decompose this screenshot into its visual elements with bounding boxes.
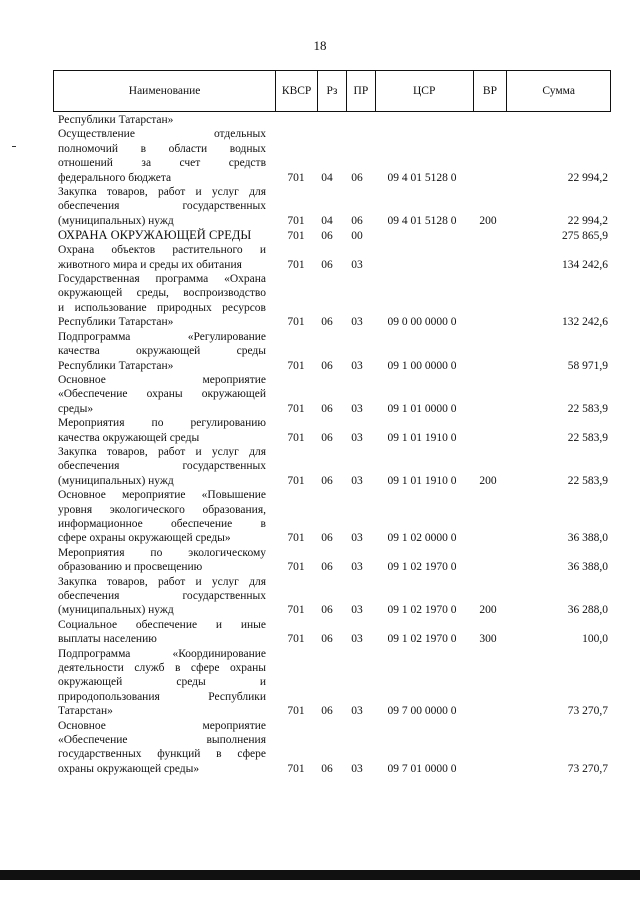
row-name: Республики Татарстан» xyxy=(58,114,174,126)
table-row xyxy=(58,243,608,272)
row-kvsr: 701 xyxy=(287,431,305,444)
row-sum: 36 388,0 xyxy=(567,561,608,574)
row-name: Государственная программа «Охрана окружающей среды, воспроизводство и использование природных ресурсов Республики Татарстан» xyxy=(58,273,266,329)
row-csr: 09 4 01 5128 0 xyxy=(387,214,457,227)
table-row xyxy=(58,719,608,777)
row-rz: 06 xyxy=(321,474,333,487)
row-pr: 03 xyxy=(351,705,363,718)
table-header xyxy=(53,70,611,112)
row-pr: 03 xyxy=(351,561,363,574)
table-row xyxy=(58,647,608,719)
row-sum: 22 583,9 xyxy=(567,474,608,487)
table-row xyxy=(58,113,608,127)
scan-mark xyxy=(12,146,16,147)
row-kvsr: 701 xyxy=(287,633,305,646)
row-kvsr: 701 xyxy=(287,316,305,329)
row-rz: 06 xyxy=(321,532,333,545)
row-kvsr: 701 xyxy=(287,171,305,184)
row-vr: 300 xyxy=(479,633,497,646)
row-csr: 09 1 02 1970 0 xyxy=(387,604,457,617)
table-row xyxy=(58,488,608,546)
row-rz: 06 xyxy=(321,316,333,329)
row-name: Подпрограмма «Регулирование качества окружающей среды Республики Татарстан» xyxy=(58,330,266,372)
row-rz: 06 xyxy=(321,431,333,444)
row-rz: 04 xyxy=(321,171,333,184)
row-name: Основное мероприятие «Обеспечение выполнения государственных функций в сфере охраны окружающей среды» xyxy=(58,719,266,775)
row-kvsr: 701 xyxy=(287,258,305,271)
row-sum: 73 270,7 xyxy=(567,762,608,775)
row-name: Социальное обеспечение и иные выплаты населению xyxy=(58,618,266,646)
header-sum: Сумма xyxy=(506,71,610,111)
row-name: Охрана объектов растительного и животного мира и среды их обитания xyxy=(58,244,266,271)
row-csr: 09 1 01 1910 0 xyxy=(387,431,457,444)
row-vr: 200 xyxy=(479,604,497,617)
table-row xyxy=(58,373,608,416)
row-rz: 06 xyxy=(321,705,333,718)
table-row xyxy=(58,546,608,575)
row-rz: 06 xyxy=(321,258,333,271)
row-name: Мероприятия по экологическому образованию и просвещению xyxy=(58,546,266,574)
row-name: Основное мероприятие «Повышение уровня экологического образования, информационное обеспечение в сфере охраны окружающей среды» xyxy=(58,489,266,545)
row-sum: 22 994,2 xyxy=(567,171,608,184)
row-csr: 09 4 01 5128 0 xyxy=(387,171,457,184)
table-row xyxy=(58,185,608,228)
row-kvsr: 701 xyxy=(287,604,305,617)
row-kvsr: 701 xyxy=(287,229,305,242)
row-pr: 06 xyxy=(351,214,363,227)
row-sum: 22 994,2 xyxy=(567,214,608,227)
row-kvsr: 701 xyxy=(287,561,305,574)
header-pr: ПР xyxy=(346,71,375,111)
row-kvsr: 701 xyxy=(287,214,305,227)
row-pr: 00 xyxy=(351,229,363,242)
row-sum: 58 971,9 xyxy=(567,359,608,372)
row-pr: 03 xyxy=(351,402,363,415)
row-csr: 09 1 00 0000 0 xyxy=(387,359,457,372)
row-pr: 03 xyxy=(351,474,363,487)
row-sum: 73 270,7 xyxy=(567,705,608,718)
row-sum: 36 288,0 xyxy=(567,604,608,617)
row-sum: 100,0 xyxy=(582,633,608,646)
row-sum: 134 242,6 xyxy=(562,258,608,271)
table-body xyxy=(58,113,608,776)
row-csr: 09 0 00 0000 0 xyxy=(387,316,457,329)
table-row xyxy=(58,228,608,243)
row-pr: 03 xyxy=(351,633,363,646)
table-row xyxy=(58,127,608,185)
row-name: Основное мероприятие «Обеспечение охраны окружающей среды» xyxy=(58,373,266,415)
row-csr: 09 1 01 0000 0 xyxy=(387,402,457,415)
header-rz: Рз xyxy=(317,71,346,111)
header-vr: ВР xyxy=(473,71,507,111)
row-rz: 06 xyxy=(321,402,333,415)
row-pr: 06 xyxy=(351,171,363,184)
row-vr: 200 xyxy=(479,474,497,487)
row-csr: 09 7 01 0000 0 xyxy=(387,762,457,775)
row-kvsr: 701 xyxy=(287,762,305,775)
row-name: Подпрограмма «Координирование деятельности служб в сфере охраны окружающей среды и природопользования Республики Татарстан» xyxy=(58,647,266,718)
row-name: Осуществление отдельных полномочий в области водных отношений за счет средств федерального бюджета xyxy=(58,128,266,184)
row-pr: 03 xyxy=(351,604,363,617)
row-sum: 22 583,9 xyxy=(567,431,608,444)
table-row xyxy=(58,575,608,618)
header-kvsr: КВСР xyxy=(275,71,317,111)
row-pr: 03 xyxy=(351,316,363,329)
row-sum: 275 865,9 xyxy=(562,229,608,242)
row-csr: 09 1 02 0000 0 xyxy=(387,532,457,545)
row-rz: 06 xyxy=(321,633,333,646)
row-name: Мероприятия по регулированию качества окружающей среды xyxy=(58,417,266,444)
row-name: ОХРАНА ОКРУЖАЮЩЕЙ СРЕДЫ xyxy=(58,228,252,243)
row-kvsr: 701 xyxy=(287,705,305,718)
row-kvsr: 701 xyxy=(287,402,305,415)
header-csr: ЦСР xyxy=(375,71,473,111)
table-row xyxy=(58,272,608,330)
row-kvsr: 701 xyxy=(287,474,305,487)
row-kvsr: 701 xyxy=(287,359,305,372)
row-pr: 03 xyxy=(351,762,363,775)
page-number: 18 xyxy=(313,38,327,53)
row-pr: 03 xyxy=(351,532,363,545)
row-pr: 03 xyxy=(351,258,363,271)
row-sum: 36 388,0 xyxy=(567,532,608,545)
table-row xyxy=(58,330,608,373)
row-rz: 06 xyxy=(321,359,333,372)
row-rz: 04 xyxy=(321,214,333,227)
row-rz: 06 xyxy=(321,762,333,775)
row-name: Закупка товаров, работ и услуг для обеспечения государственных (муниципальных) нужд xyxy=(58,186,266,227)
header-name: Наименование xyxy=(128,85,201,97)
row-pr: 03 xyxy=(351,431,363,444)
row-pr: 03 xyxy=(351,359,363,372)
row-vr: 200 xyxy=(479,214,497,227)
row-kvsr: 701 xyxy=(287,532,305,545)
row-name: Закупка товаров, работ и услуг для обеспечения государственных (муниципальных) нужд xyxy=(58,445,266,487)
row-sum: 22 583,9 xyxy=(567,402,608,415)
row-name: Закупка товаров, работ и услуг для обеспечения государственных (муниципальных) нужд xyxy=(58,575,266,617)
table-row xyxy=(58,416,608,445)
row-sum: 132 242,6 xyxy=(562,316,608,329)
scan-edge-bar xyxy=(0,870,640,880)
table-row xyxy=(58,445,608,488)
row-rz: 06 xyxy=(321,604,333,617)
row-rz: 06 xyxy=(321,561,333,574)
row-csr: 09 1 02 1970 0 xyxy=(387,633,457,646)
row-csr: 09 7 00 0000 0 xyxy=(387,705,457,718)
row-csr: 09 1 01 1910 0 xyxy=(387,474,457,487)
table-row xyxy=(58,618,608,647)
row-csr: 09 1 02 1970 0 xyxy=(387,561,457,574)
row-rz: 06 xyxy=(321,229,333,242)
